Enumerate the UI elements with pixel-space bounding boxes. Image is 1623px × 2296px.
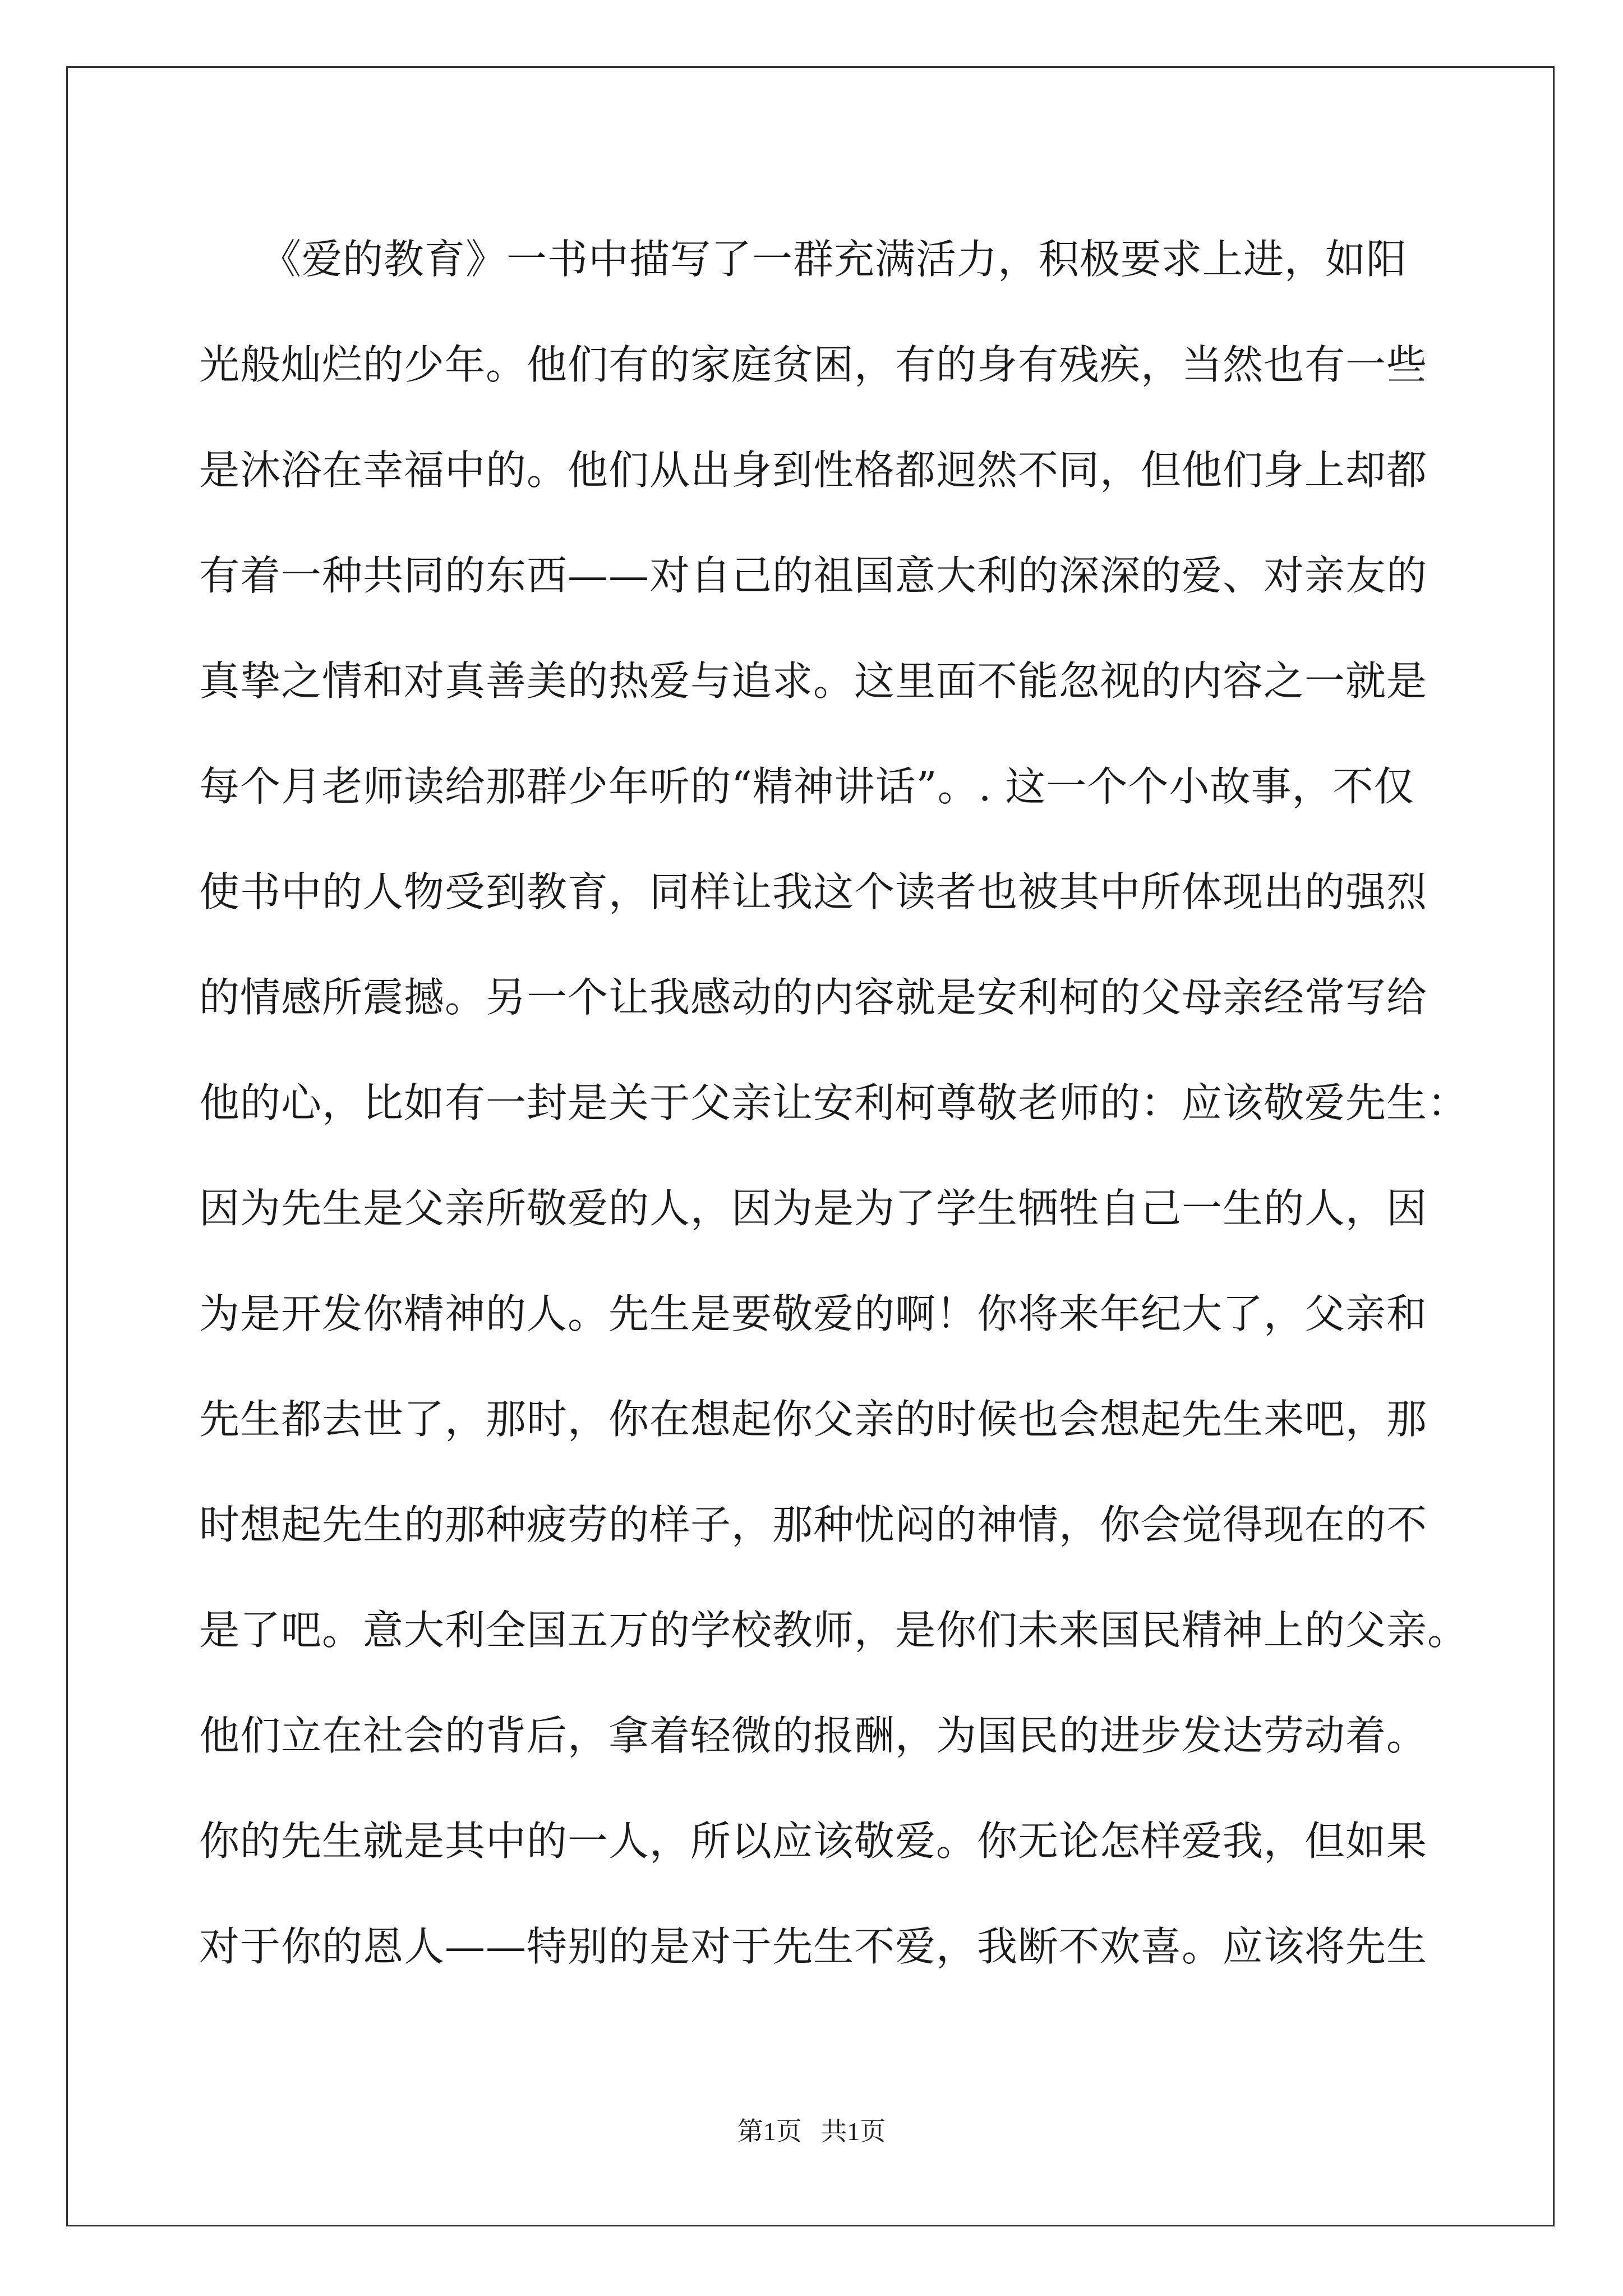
- document-body: [199, 206, 1469, 1999]
- text-line-2: 光般灿烂的少年。他们有的家庭贫困，有的身有残疾，当然也有一些: [199, 341, 1428, 388]
- text-line-3: 是沐浴在幸福中的。他们从出身到性格都迥然不同，但他们身上却都: [199, 447, 1428, 494]
- text-line-5: 真挚之情和对真善美的热爱与追求。这里面不能忽视的内容之一就是: [199, 657, 1428, 705]
- page-total: 共1页: [821, 2117, 886, 2146]
- text-line-1: 《爱的教育》一书中描写了一群充满活力，积极要求上进，如阳: [199, 236, 1408, 283]
- text-line-12: 先生都去世了，那时，你在想起你父亲的时候也会想起先生来吧，那: [199, 1396, 1428, 1443]
- text-line-6: 每个月老师读给那群少年听的“精神讲话”。. 这一个个小故事，不仅: [199, 763, 1415, 810]
- text-line-9: 他的心，比如有一封是关于父亲让安利柯尊敬老师的：应该敬爱先生：: [199, 1079, 1469, 1126]
- text-line-15: 他们立在社会的背后，拿着轻微的报酬，为国民的进步发达劳动着。: [199, 1712, 1428, 1759]
- text-line-13: 时想起先生的那种疲劳的样子，那种忧闷的神情，你会觉得现在的不: [199, 1501, 1428, 1548]
- page-footer: [0, 2115, 1623, 2148]
- text-line-4: 有着一种共同的东西——对自己的祖国意大利的深深的爱、对亲友的: [199, 552, 1428, 599]
- text-line-17: 对于你的恩人——特别的是对于先生不爱，我断不欢喜。应该将先生: [199, 1923, 1428, 1970]
- text-line-11: 为是开发你精神的人。先生是要敬爱的啊！你将来年纪大了，父亲和: [199, 1290, 1428, 1337]
- text-line-7: 使书中的人物受到教育，同样让我这个读者也被其中所体现出的强烈: [199, 868, 1428, 915]
- page-number: 第1页: [737, 2117, 802, 2146]
- text-line-16: 你的先生就是其中的一人，所以应该敬爱。你无论怎样爱我，但如果: [199, 1818, 1428, 1865]
- text-line-14: 是了吧。意大利全国五万的学校教师，是你们未来国民精神上的父亲。: [199, 1607, 1469, 1654]
- text-line-8: 的情感所震撼。另一个让我感动的内容就是安利柯的父母亲经常写给: [199, 974, 1428, 1021]
- text-line-10: 因为先生是父亲所敬爱的人，因为是为了学生牺牲自己一生的人，因: [199, 1185, 1428, 1232]
